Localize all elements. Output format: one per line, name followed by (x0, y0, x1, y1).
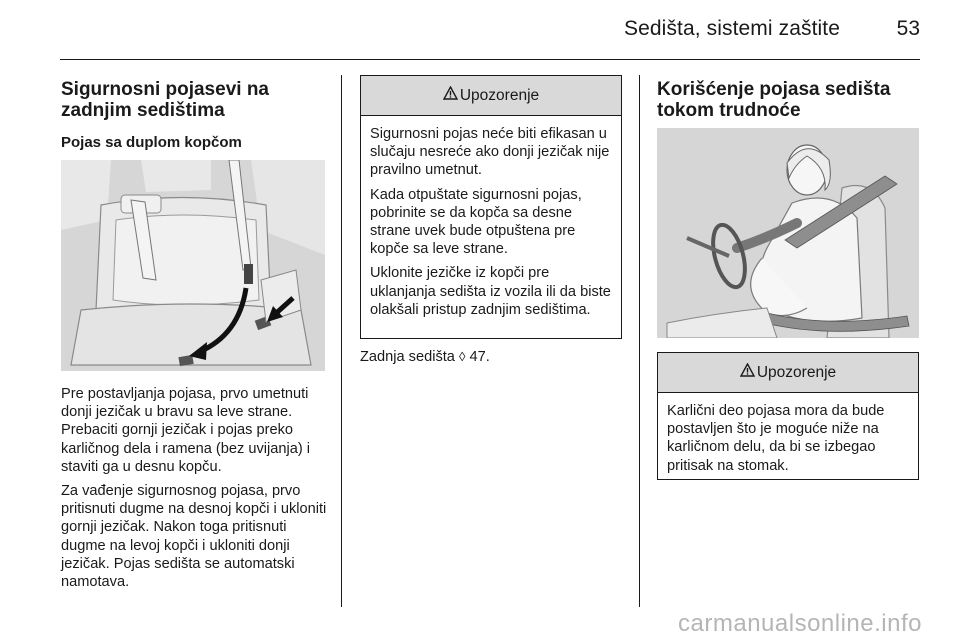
left-column (61, 79, 326, 152)
cross-reference-page[interactable]: 47. (469, 349, 490, 365)
warning-box-body (658, 393, 918, 475)
header-rule (60, 59, 920, 60)
warning-box-header (361, 76, 621, 116)
warning-triangle-icon (740, 363, 755, 382)
warning-box-title: Upozorenje (459, 86, 540, 104)
warning-box-pregnancy (657, 352, 919, 480)
sub-heading-double-buckle: Pojas sa duplom kopčom (61, 134, 242, 151)
section-heading-rear-belts: Sigurnosni pojasevi na zadnjim sedištima (61, 79, 269, 121)
warning-box-rear-belts (360, 75, 622, 339)
paragraph-fastening: Pre postavljanja pojasa, prvo umetnuti donji jezičak u bravu sa leve strane. Prebaciti gornji jezičak i pojas preko karličnog dela i ramena (bez uvijanja) i staviti ga u desnu kopču. (61, 386, 311, 475)
warning-paragraph: Uklonite jezičke iz kopči pre uklanjanja sedišta iz vozila ili da biste olakšali pristup zadnjim sedištima. (370, 265, 611, 318)
paragraph-unfastening: Za vađenje sigurnosnog pojasa, prvo pritisnuti dugme na desnoj kopči i ukloniti gornji jezičak. Nakon toga pritisnuti dugme na levoj kopči i ukloniti donji jezičak. Pojas sedišta se automatski namotava. (61, 483, 327, 591)
column-divider-right (639, 75, 640, 607)
cross-reference-text: Zadnja sedišta (360, 349, 455, 365)
warning-paragraph: Sigurnosni pojas neće biti efikasan u slučaju nesreće ako donji jezičak nije pravilno umetnut. (370, 126, 610, 179)
left-column-body (61, 385, 331, 591)
cross-reference (360, 348, 622, 366)
warning-box-body (361, 116, 621, 319)
right-column (657, 79, 919, 121)
warning-paragraph: Karlični deo pojasa mora da bude postavljen što je moguće niže na karličnom delu, da bi se izbegao pritisak na stomak. (667, 403, 885, 474)
warning-box-header (658, 353, 918, 393)
rear-seat-belt-illustration (61, 160, 325, 371)
watermark: carmanualsonline.info (678, 610, 922, 637)
warning-paragraph: Kada otpuštate sigurnosni pojas, pobrinite se da kopča sa desne strane uvek bude otpuštena pre kopče sa leve strane. (370, 186, 582, 258)
pregnancy-belt-illustration (657, 128, 919, 338)
warning-box-title: Upozorenje (756, 363, 837, 381)
column-divider-left (341, 75, 342, 607)
page-reference-icon: ◊ (458, 349, 466, 364)
page-header-title: Sedišta, sistemi zaštite (624, 17, 840, 40)
page-number: 53 (896, 17, 920, 40)
section-heading-pregnancy: Korišćenje pojasa sedišta tokom trudnoće (657, 79, 891, 121)
warning-triangle-icon (443, 86, 458, 105)
